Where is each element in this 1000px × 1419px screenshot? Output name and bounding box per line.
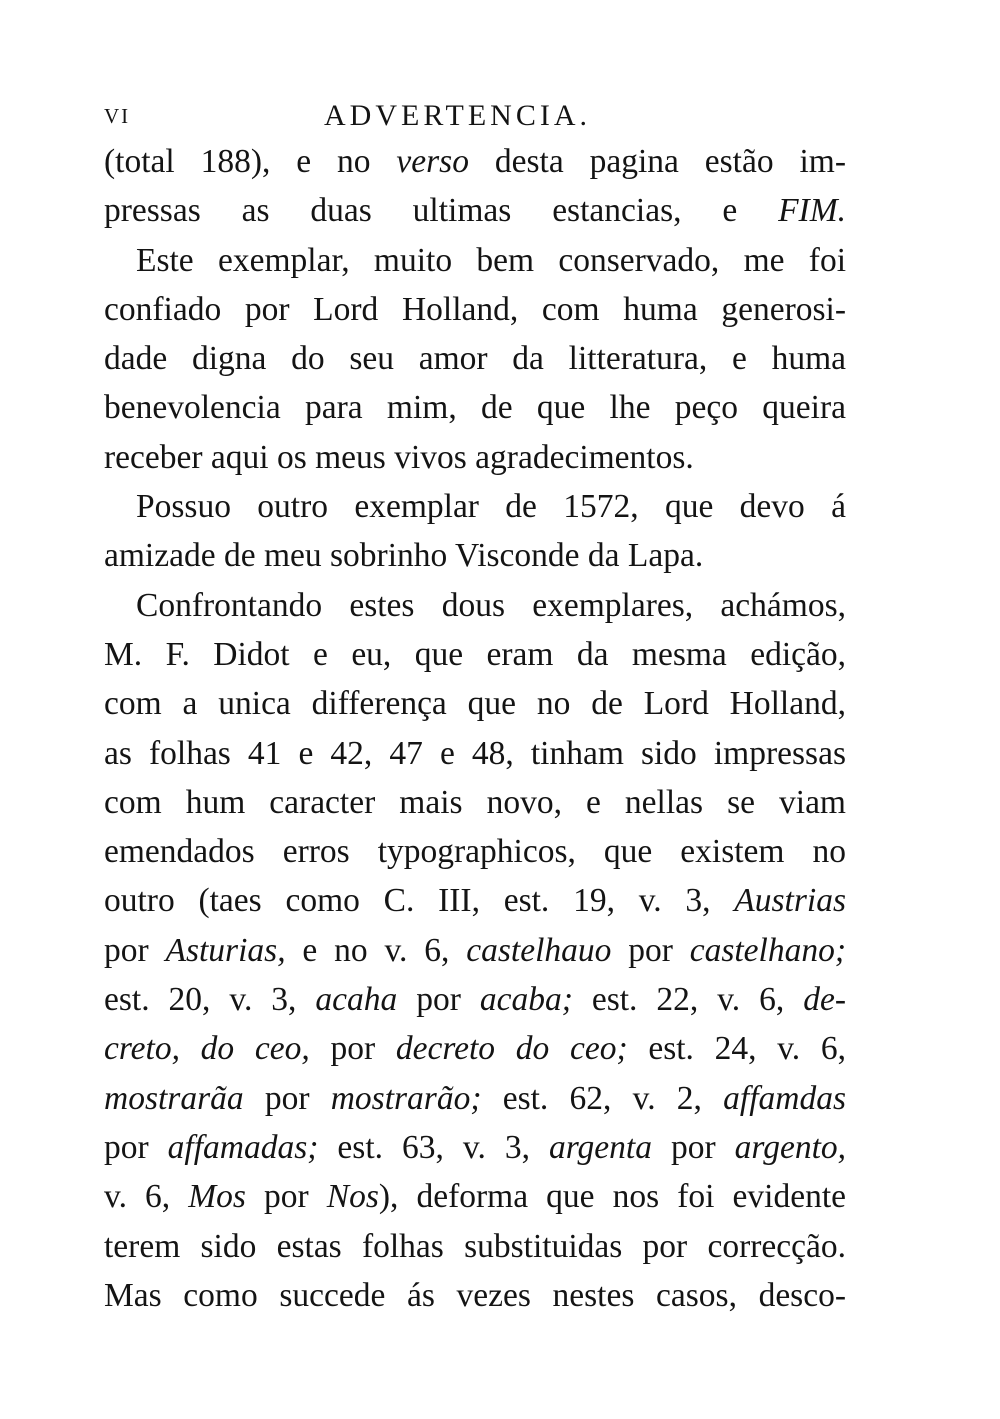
italic-text: acaha xyxy=(315,981,398,1019)
text-line xyxy=(104,975,846,1024)
text-line xyxy=(104,581,846,630)
running-title: ADVERTENCIA. xyxy=(324,99,592,132)
italic-text: castelhauo xyxy=(466,931,612,969)
italic-text: Austrias xyxy=(734,882,846,920)
text-line xyxy=(104,137,846,186)
body-text xyxy=(104,137,846,1320)
text-segment: emendados erros typographicos, que existem no xyxy=(104,833,846,871)
text-line xyxy=(104,729,846,778)
text-segment: outro (taes como C. III, est. 19, v. 3, xyxy=(104,882,735,920)
italic-text: acaba; xyxy=(479,981,573,1019)
italic-text: creto, do ceo, xyxy=(104,1030,310,1068)
text-segment: Confrontando estes dous exemplares, achámos, xyxy=(136,586,846,624)
text-segment: est. 24, v. 6, xyxy=(627,1030,846,1068)
text-segment: terem sido estas folhas substituidas por correcção. xyxy=(104,1227,846,1265)
italic-text: castelhano; xyxy=(689,931,846,969)
text-line xyxy=(104,186,846,235)
text-line xyxy=(104,1271,846,1320)
italic-text: affamdas xyxy=(723,1079,846,1117)
text-segment: Possuo outro exemplar de 1572, que devo á xyxy=(136,488,846,526)
text-segment: por xyxy=(397,981,480,1019)
text-segment: v. 6, xyxy=(104,1178,189,1216)
text-line xyxy=(104,679,846,728)
page-number: VI xyxy=(104,104,131,128)
text-segment: por xyxy=(104,931,166,969)
text-line xyxy=(104,1123,846,1172)
text-segment: as folhas 41 e 42, 47 e 48, tinham sido impressas xyxy=(104,734,846,772)
text-line xyxy=(104,334,846,383)
text-segment: por xyxy=(243,1079,331,1117)
text-segment: est. 62, v. 2, xyxy=(481,1079,724,1117)
text-line xyxy=(104,1222,846,1271)
text-segment: M. F. Didot e eu, que eram da mesma edição, xyxy=(104,635,846,673)
text-segment: pressas as duas ultimas estancias, e xyxy=(104,192,779,230)
text-line xyxy=(104,1172,846,1221)
text-line xyxy=(104,1074,846,1123)
text-line xyxy=(104,778,846,827)
text-segment: est. 20, v. 3, xyxy=(104,981,316,1019)
italic-text: Asturias, xyxy=(165,931,286,969)
text-segment: por xyxy=(245,1178,327,1216)
text-segment: confiado por Lord Holland, com huma generosi- xyxy=(104,290,846,328)
italic-text: mostrarão; xyxy=(330,1079,482,1117)
text-line xyxy=(104,482,846,531)
text-segment: amizade de meu sobrinho Visconde da Lapa. xyxy=(104,537,704,575)
text-line xyxy=(104,531,846,580)
text-line xyxy=(104,1024,846,1073)
italic-text: mostrarãa xyxy=(104,1079,244,1117)
text-line xyxy=(104,236,846,285)
italic-text: argento, xyxy=(734,1128,846,1166)
text-line xyxy=(104,630,846,679)
text-segment: (total 188), e no xyxy=(104,143,397,180)
italic-text: argenta xyxy=(549,1128,652,1166)
text-segment: e no v. 6, xyxy=(285,931,467,969)
text-segment: por xyxy=(309,1030,396,1068)
text-segment: por xyxy=(651,1128,735,1166)
text-segment: desta pagina estão im- xyxy=(468,143,846,180)
text-segment: est. 63, v. 3, xyxy=(318,1128,549,1166)
italic-text: Mos xyxy=(188,1178,246,1216)
text-line xyxy=(104,285,846,334)
text-line xyxy=(104,876,846,925)
text-segment: ), deforma que nos foi evidente xyxy=(378,1178,846,1216)
text-segment: dade digna do seu amor da litteratura, e huma xyxy=(104,340,846,378)
italic-text: verso xyxy=(396,143,469,180)
text-segment: receber aqui os meus vivos agradecimentos. xyxy=(104,438,694,476)
italic-text: de- xyxy=(803,981,846,1019)
text-segment: benevolencia para mim, de que lhe peço queira xyxy=(104,389,846,427)
text-segment: com hum caracter mais novo, e nellas se viam xyxy=(104,783,846,821)
italic-text: FIM. xyxy=(778,192,846,230)
text-line xyxy=(104,433,846,482)
text-segment: Mas como succede ás vezes nestes casos, desco- xyxy=(104,1276,846,1314)
text-line xyxy=(104,827,846,876)
italic-text: affamadas; xyxy=(167,1128,319,1166)
text-segment: por xyxy=(611,931,690,969)
text-line xyxy=(104,383,846,432)
text-segment: por xyxy=(104,1128,168,1166)
text-segment: est. 22, v. 6, xyxy=(572,981,804,1019)
page-header xyxy=(104,96,846,136)
italic-text: decreto do ceo; xyxy=(395,1030,628,1068)
text-line xyxy=(104,926,846,975)
text-segment: com a unica differença que no de Lord Holland, xyxy=(104,685,846,723)
text-segment: Este exemplar, muito bem conservado, me foi xyxy=(136,241,846,279)
italic-text: Nos xyxy=(326,1178,379,1216)
